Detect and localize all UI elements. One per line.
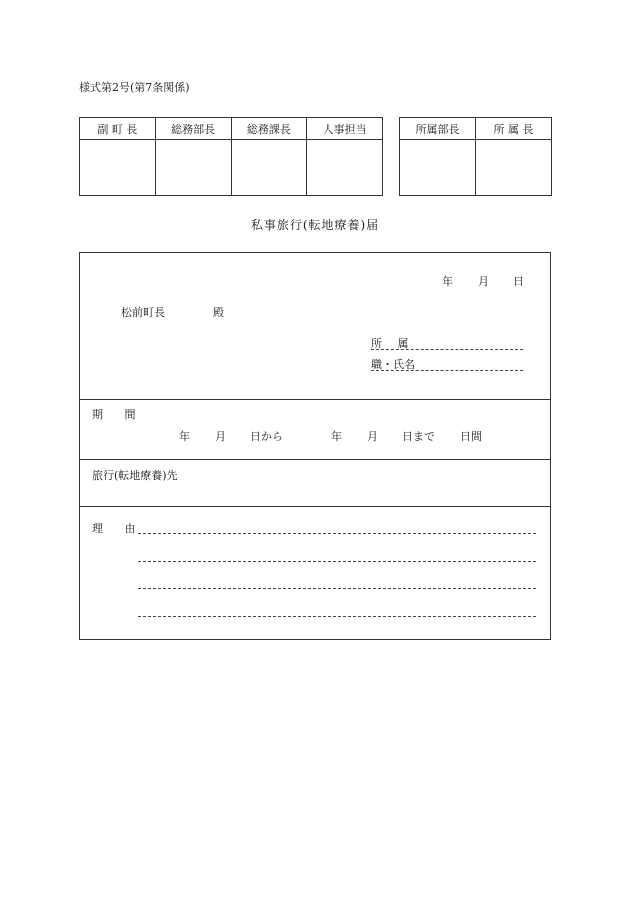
stamp-box-deputy-mayor[interactable] [80,140,156,196]
affiliation-label: 所 属 [371,337,409,350]
reason-line-3[interactable] [138,588,536,589]
position-name-label: 職・氏名 [371,358,415,371]
addressee-honorific: 殿 [213,306,224,319]
period-start-month[interactable]: 月 [215,430,226,443]
stamp-box-general-affairs-manager[interactable] [231,140,307,196]
period-days[interactable]: 日間 [460,430,482,443]
section-divider [80,399,550,400]
stamp-box-personnel[interactable] [307,140,383,196]
period-end-month[interactable]: 月 [367,430,378,443]
period-start-day[interactable]: 日から [250,430,283,443]
period-end-day[interactable]: 日まで [402,430,435,443]
document-title: 私事旅行(転地療養)届 [250,218,380,232]
application-form-box [79,252,551,640]
form-number: 様式第2号(第7条関係) [79,81,190,94]
stamp-header-department-director: 所属部長 [400,118,476,140]
approval-stamp-table-left [79,117,383,196]
destination-label: 旅行(転地療養)先 [92,469,178,482]
position-name-field[interactable] [371,370,523,371]
reason-label: 理 由 [92,522,136,535]
date-year-label: 年 [442,275,453,288]
stamp-header-section-chief: 所 属 長 [476,118,552,140]
section-divider [80,459,550,460]
reason-line-1[interactable] [138,533,536,534]
stamp-header-deputy-mayor: 副 町 長 [80,118,156,140]
stamp-header-general-affairs-director: 総務部長 [155,118,231,140]
date-month-label: 月 [478,275,489,288]
period-start-year[interactable]: 年 [179,430,190,443]
reason-line-4[interactable] [138,616,536,617]
reason-line-2[interactable] [138,561,536,562]
addressee-name: 松前町長 [121,306,165,319]
period-label: 期 間 [92,408,136,421]
date-day-label: 日 [513,275,524,288]
stamp-box-general-affairs-director[interactable] [155,140,231,196]
stamp-box-section-chief[interactable] [476,140,552,196]
period-end-year[interactable]: 年 [331,430,342,443]
approval-stamp-table-right [399,117,552,196]
stamp-box-department-director[interactable] [400,140,476,196]
stamp-header-personnel: 人事担当 [307,118,383,140]
section-divider [80,506,550,507]
affiliation-field[interactable] [371,349,523,350]
stamp-header-general-affairs-manager: 総務課長 [231,118,307,140]
